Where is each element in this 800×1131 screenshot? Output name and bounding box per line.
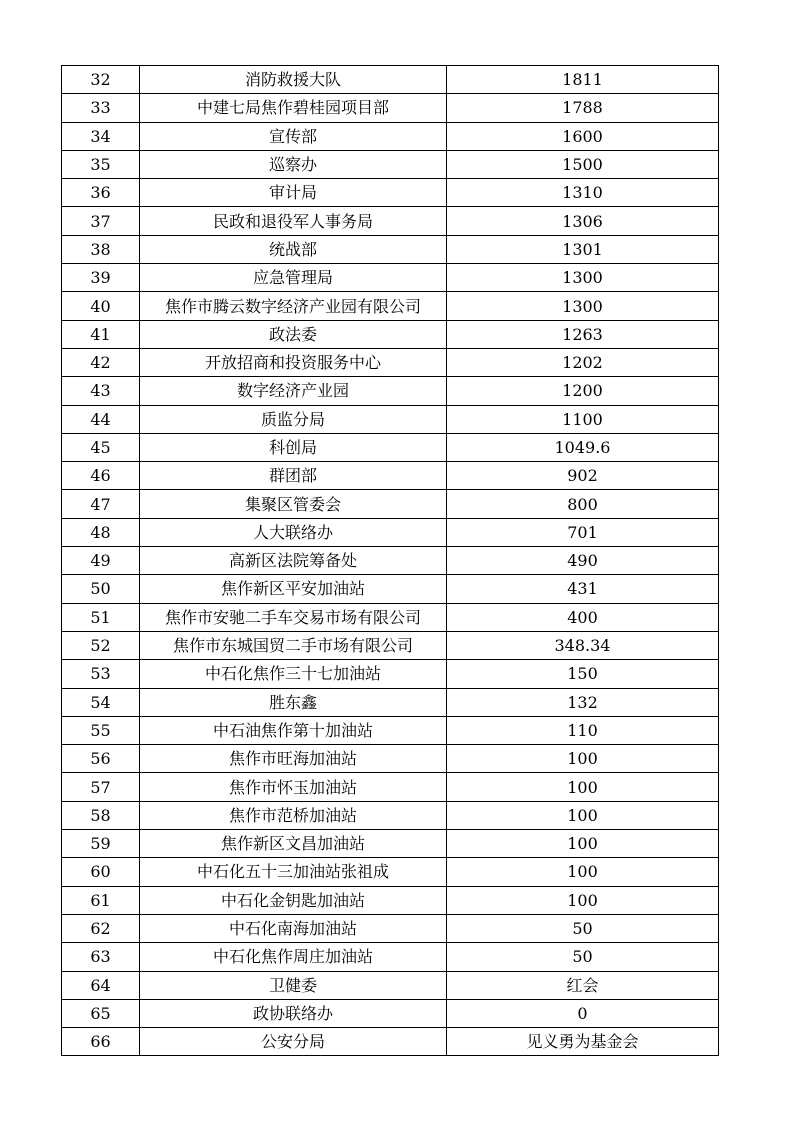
row-number-cell: 64 (62, 971, 140, 999)
table-row (62, 94, 719, 122)
unit-name-cell: 宣传部 (140, 122, 447, 150)
table-row (62, 943, 719, 971)
row-number-cell: 62 (62, 914, 140, 942)
table-row (62, 716, 719, 744)
amount-cell: 100 (447, 886, 719, 914)
row-number-cell: 54 (62, 688, 140, 716)
row-number-cell: 59 (62, 830, 140, 858)
donation-table (61, 65, 719, 1056)
unit-name-cell: 群团部 (140, 462, 447, 490)
row-number-cell: 41 (62, 320, 140, 348)
table-row (62, 631, 719, 659)
row-number-cell: 35 (62, 150, 140, 178)
unit-name-cell: 中石油焦作第十加油站 (140, 716, 447, 744)
table-row (62, 830, 719, 858)
row-number-cell: 56 (62, 745, 140, 773)
table-row (62, 999, 719, 1027)
row-number-cell: 55 (62, 716, 140, 744)
table-row (62, 801, 719, 829)
table-row (62, 348, 719, 376)
amount-cell: 1049.6 (447, 433, 719, 461)
table-row (62, 235, 719, 263)
row-number-cell: 57 (62, 773, 140, 801)
amount-cell: 1300 (447, 292, 719, 320)
unit-name-cell: 审计局 (140, 179, 447, 207)
unit-name-cell: 中石化金钥匙加油站 (140, 886, 447, 914)
table-row (62, 66, 719, 94)
table-row (62, 462, 719, 490)
amount-cell: 431 (447, 575, 719, 603)
unit-name-cell: 统战部 (140, 235, 447, 263)
table-row (62, 745, 719, 773)
amount-cell: 1788 (447, 94, 719, 122)
row-number-cell: 63 (62, 943, 140, 971)
table-row (62, 575, 719, 603)
table-row (62, 320, 719, 348)
unit-name-cell: 集聚区管委会 (140, 490, 447, 518)
unit-name-cell: 科创局 (140, 433, 447, 461)
table-row (62, 971, 719, 999)
amount-cell: 0 (447, 999, 719, 1027)
amount-cell: 110 (447, 716, 719, 744)
row-number-cell: 39 (62, 264, 140, 292)
amount-cell: 1200 (447, 377, 719, 405)
unit-name-cell: 卫健委 (140, 971, 447, 999)
amount-cell: 1500 (447, 150, 719, 178)
row-number-cell: 38 (62, 235, 140, 263)
table-row (62, 688, 719, 716)
unit-name-cell: 胜东鑫 (140, 688, 447, 716)
unit-name-cell: 巡察办 (140, 150, 447, 178)
row-number-cell: 48 (62, 518, 140, 546)
unit-name-cell: 焦作市怀玉加油站 (140, 773, 447, 801)
unit-name-cell: 质监分局 (140, 405, 447, 433)
table-row (62, 1028, 719, 1056)
amount-cell: 1300 (447, 264, 719, 292)
unit-name-cell: 焦作市范桥加油站 (140, 801, 447, 829)
row-number-cell: 43 (62, 377, 140, 405)
table-row (62, 518, 719, 546)
amount-cell: 见义勇为基金会 (447, 1028, 719, 1056)
table-row (62, 603, 719, 631)
row-number-cell: 52 (62, 631, 140, 659)
unit-name-cell: 中石化焦作周庄加油站 (140, 943, 447, 971)
amount-cell: 100 (447, 858, 719, 886)
row-number-cell: 40 (62, 292, 140, 320)
table-body (62, 66, 719, 1056)
row-number-cell: 61 (62, 886, 140, 914)
amount-cell: 150 (447, 660, 719, 688)
unit-name-cell: 焦作新区文昌加油站 (140, 830, 447, 858)
row-number-cell: 58 (62, 801, 140, 829)
amount-cell: 1600 (447, 122, 719, 150)
unit-name-cell: 焦作市腾云数字经济产业园有限公司 (140, 292, 447, 320)
table-row (62, 122, 719, 150)
amount-cell: 1301 (447, 235, 719, 263)
row-number-cell: 33 (62, 94, 140, 122)
row-number-cell: 44 (62, 405, 140, 433)
unit-name-cell: 中石化焦作三十七加油站 (140, 660, 447, 688)
row-number-cell: 42 (62, 348, 140, 376)
amount-cell: 348.34 (447, 631, 719, 659)
row-number-cell: 60 (62, 858, 140, 886)
unit-name-cell: 中石化五十三加油站张祖成 (140, 858, 447, 886)
table-row (62, 773, 719, 801)
row-number-cell: 32 (62, 66, 140, 94)
row-number-cell: 65 (62, 999, 140, 1027)
unit-name-cell: 政法委 (140, 320, 447, 348)
unit-name-cell: 消防救援大队 (140, 66, 447, 94)
table-row (62, 547, 719, 575)
row-number-cell: 46 (62, 462, 140, 490)
table-row (62, 914, 719, 942)
amount-cell: 100 (447, 773, 719, 801)
amount-cell: 50 (447, 943, 719, 971)
unit-name-cell: 焦作市安驰二手车交易市场有限公司 (140, 603, 447, 631)
row-number-cell: 51 (62, 603, 140, 631)
amount-cell: 490 (447, 547, 719, 575)
table-row (62, 490, 719, 518)
table-row (62, 207, 719, 235)
unit-name-cell: 焦作新区平安加油站 (140, 575, 447, 603)
amount-cell: 1202 (447, 348, 719, 376)
unit-name-cell: 中石化南海加油站 (140, 914, 447, 942)
row-number-cell: 34 (62, 122, 140, 150)
amount-cell: 50 (447, 914, 719, 942)
amount-cell: 1306 (447, 207, 719, 235)
amount-cell: 400 (447, 603, 719, 631)
amount-cell: 100 (447, 830, 719, 858)
amount-cell: 1100 (447, 405, 719, 433)
row-number-cell: 36 (62, 179, 140, 207)
table-row (62, 179, 719, 207)
unit-name-cell: 焦作市旺海加油站 (140, 745, 447, 773)
table-row (62, 433, 719, 461)
amount-cell: 1310 (447, 179, 719, 207)
row-number-cell: 47 (62, 490, 140, 518)
table-row (62, 886, 719, 914)
row-number-cell: 53 (62, 660, 140, 688)
row-number-cell: 49 (62, 547, 140, 575)
unit-name-cell: 人大联络办 (140, 518, 447, 546)
table-row (62, 264, 719, 292)
unit-name-cell: 焦作市东城国贸二手市场有限公司 (140, 631, 447, 659)
row-number-cell: 66 (62, 1028, 140, 1056)
unit-name-cell: 高新区法院筹备处 (140, 547, 447, 575)
amount-cell: 红会 (447, 971, 719, 999)
unit-name-cell: 开放招商和投资服务中心 (140, 348, 447, 376)
table-row (62, 405, 719, 433)
amount-cell: 902 (447, 462, 719, 490)
table-row (62, 377, 719, 405)
amount-cell: 100 (447, 745, 719, 773)
unit-name-cell: 数字经济产业园 (140, 377, 447, 405)
table-row (62, 858, 719, 886)
amount-cell: 1263 (447, 320, 719, 348)
amount-cell: 100 (447, 801, 719, 829)
amount-cell: 800 (447, 490, 719, 518)
unit-name-cell: 公安分局 (140, 1028, 447, 1056)
table-row (62, 292, 719, 320)
table-row (62, 150, 719, 178)
unit-name-cell: 政协联络办 (140, 999, 447, 1027)
unit-name-cell: 民政和退役军人事务局 (140, 207, 447, 235)
row-number-cell: 45 (62, 433, 140, 461)
row-number-cell: 37 (62, 207, 140, 235)
unit-name-cell: 应急管理局 (140, 264, 447, 292)
unit-name-cell: 中建七局焦作碧桂园项目部 (140, 94, 447, 122)
amount-cell: 132 (447, 688, 719, 716)
amount-cell: 1811 (447, 66, 719, 94)
table-row (62, 660, 719, 688)
amount-cell: 701 (447, 518, 719, 546)
row-number-cell: 50 (62, 575, 140, 603)
